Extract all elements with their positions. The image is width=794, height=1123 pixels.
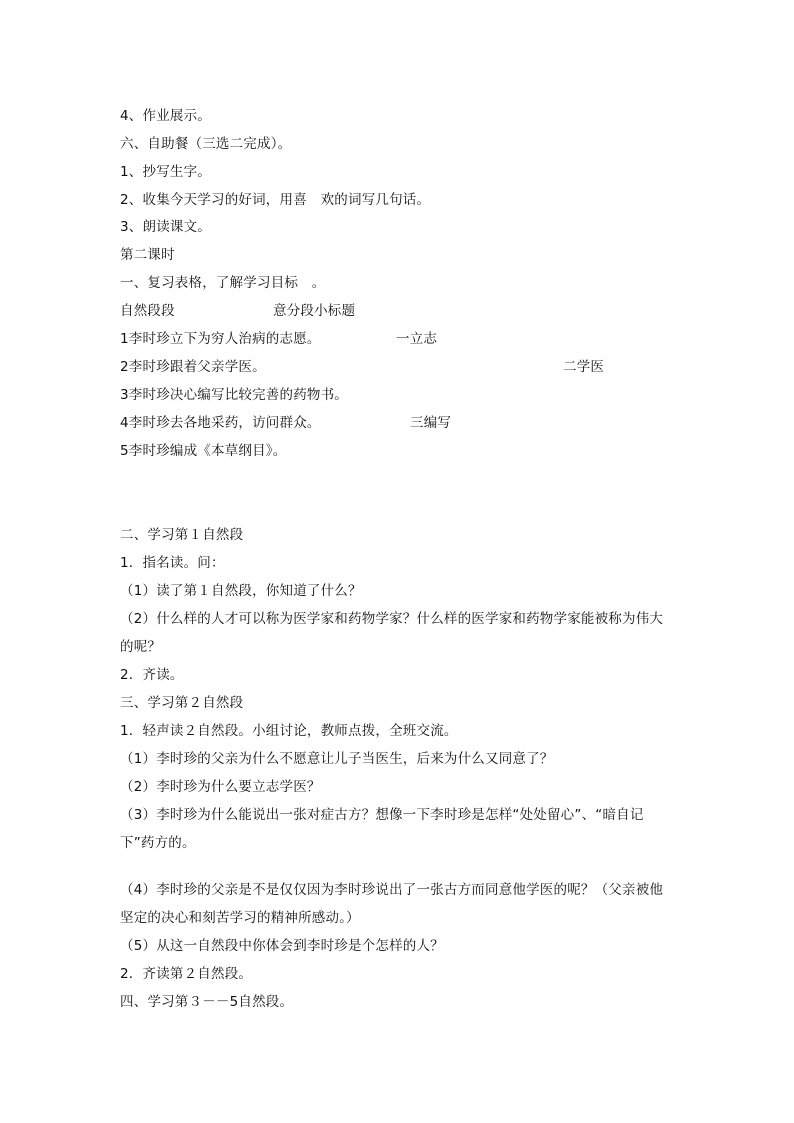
section-heading: 二、学习第１自然段 bbox=[120, 527, 244, 543]
table-cell-paragraph: 4李时珍去各地采药，访问群众。 bbox=[120, 415, 321, 431]
text-line: 2．齐读。 bbox=[120, 667, 184, 683]
text-line: 1．指名读。问： bbox=[120, 555, 225, 571]
question-line: （3）李时珍为什么能说出一张对症古方？想像一下李时珍是怎样“处处留心”、“暗自记 bbox=[120, 807, 644, 823]
question-line: （1）读了第１自然段，你知道了什么？ bbox=[120, 583, 362, 599]
question-line: （2）李时珍为什么要立志学医？ bbox=[120, 779, 321, 795]
question-line: （4）李时珍的父亲是不是仅仅因为李时珍说出了一张古方而同意他学医的呢？（父亲被他 bbox=[120, 882, 664, 898]
table-cell-title: 二学医 bbox=[563, 359, 605, 375]
table-cell-title: 三编写 bbox=[410, 415, 452, 431]
section-heading: 三、学习第２自然段 bbox=[120, 695, 244, 711]
table-cell-paragraph: 3李时珍决心编写比较完善的药物书。 bbox=[120, 387, 348, 403]
question-line: （2）什么样的人才可以称为医学家和药物学家？什么样的医学家和药物学家能被称为伟大 bbox=[120, 611, 664, 627]
table-header-paragraph: 自然段段 bbox=[120, 303, 175, 319]
question-line-continuation: 坚定的决心和刻苦学习的精神所感动。） bbox=[120, 910, 360, 926]
table-cell-paragraph: 5李时珍编成《本草纲目》。 bbox=[120, 443, 287, 459]
section-heading: 六、自助餐（三选二完成）。 bbox=[120, 136, 292, 152]
lesson-heading: 第二课时 bbox=[120, 247, 175, 263]
table-cell-paragraph: 1李时珍立下为穷人治病的志愿。 bbox=[120, 331, 321, 347]
table-header-title: 意分段小标题 bbox=[273, 303, 356, 319]
question-line: （1）李时珍的父亲为什么不愿意让儿子当医生，后来为什么又同意了？ bbox=[120, 751, 554, 767]
text-line: 3、朗读课文。 bbox=[120, 219, 211, 235]
section-heading: 四、学习第３－－5自然段。 bbox=[120, 994, 294, 1010]
section-heading: 一、复习表格，了解学习目标 。 bbox=[120, 275, 326, 291]
question-line-continuation: 下”药方的。 bbox=[120, 835, 196, 851]
text-line: 2．齐读第２自然段。 bbox=[120, 966, 253, 982]
text-line: 1．轻声读２自然段。小组讨论，教师点拨，全班交流。 bbox=[120, 723, 458, 739]
text-line: 1、抄写生字。 bbox=[120, 164, 211, 180]
table-cell-paragraph: 2李时珍跟着父亲学医。 bbox=[120, 359, 266, 375]
question-line-continuation: 的呢？ bbox=[120, 639, 162, 655]
text-line: 2、收集今天学习的好词，用喜 欢的词写几句话。 bbox=[120, 192, 431, 208]
question-line: （5）从这一自然段中你体会到李时珍是个怎样的人？ bbox=[120, 938, 444, 954]
text-line: 4、作业展示。 bbox=[120, 108, 211, 124]
table-cell-title: 一立志 bbox=[396, 331, 438, 347]
